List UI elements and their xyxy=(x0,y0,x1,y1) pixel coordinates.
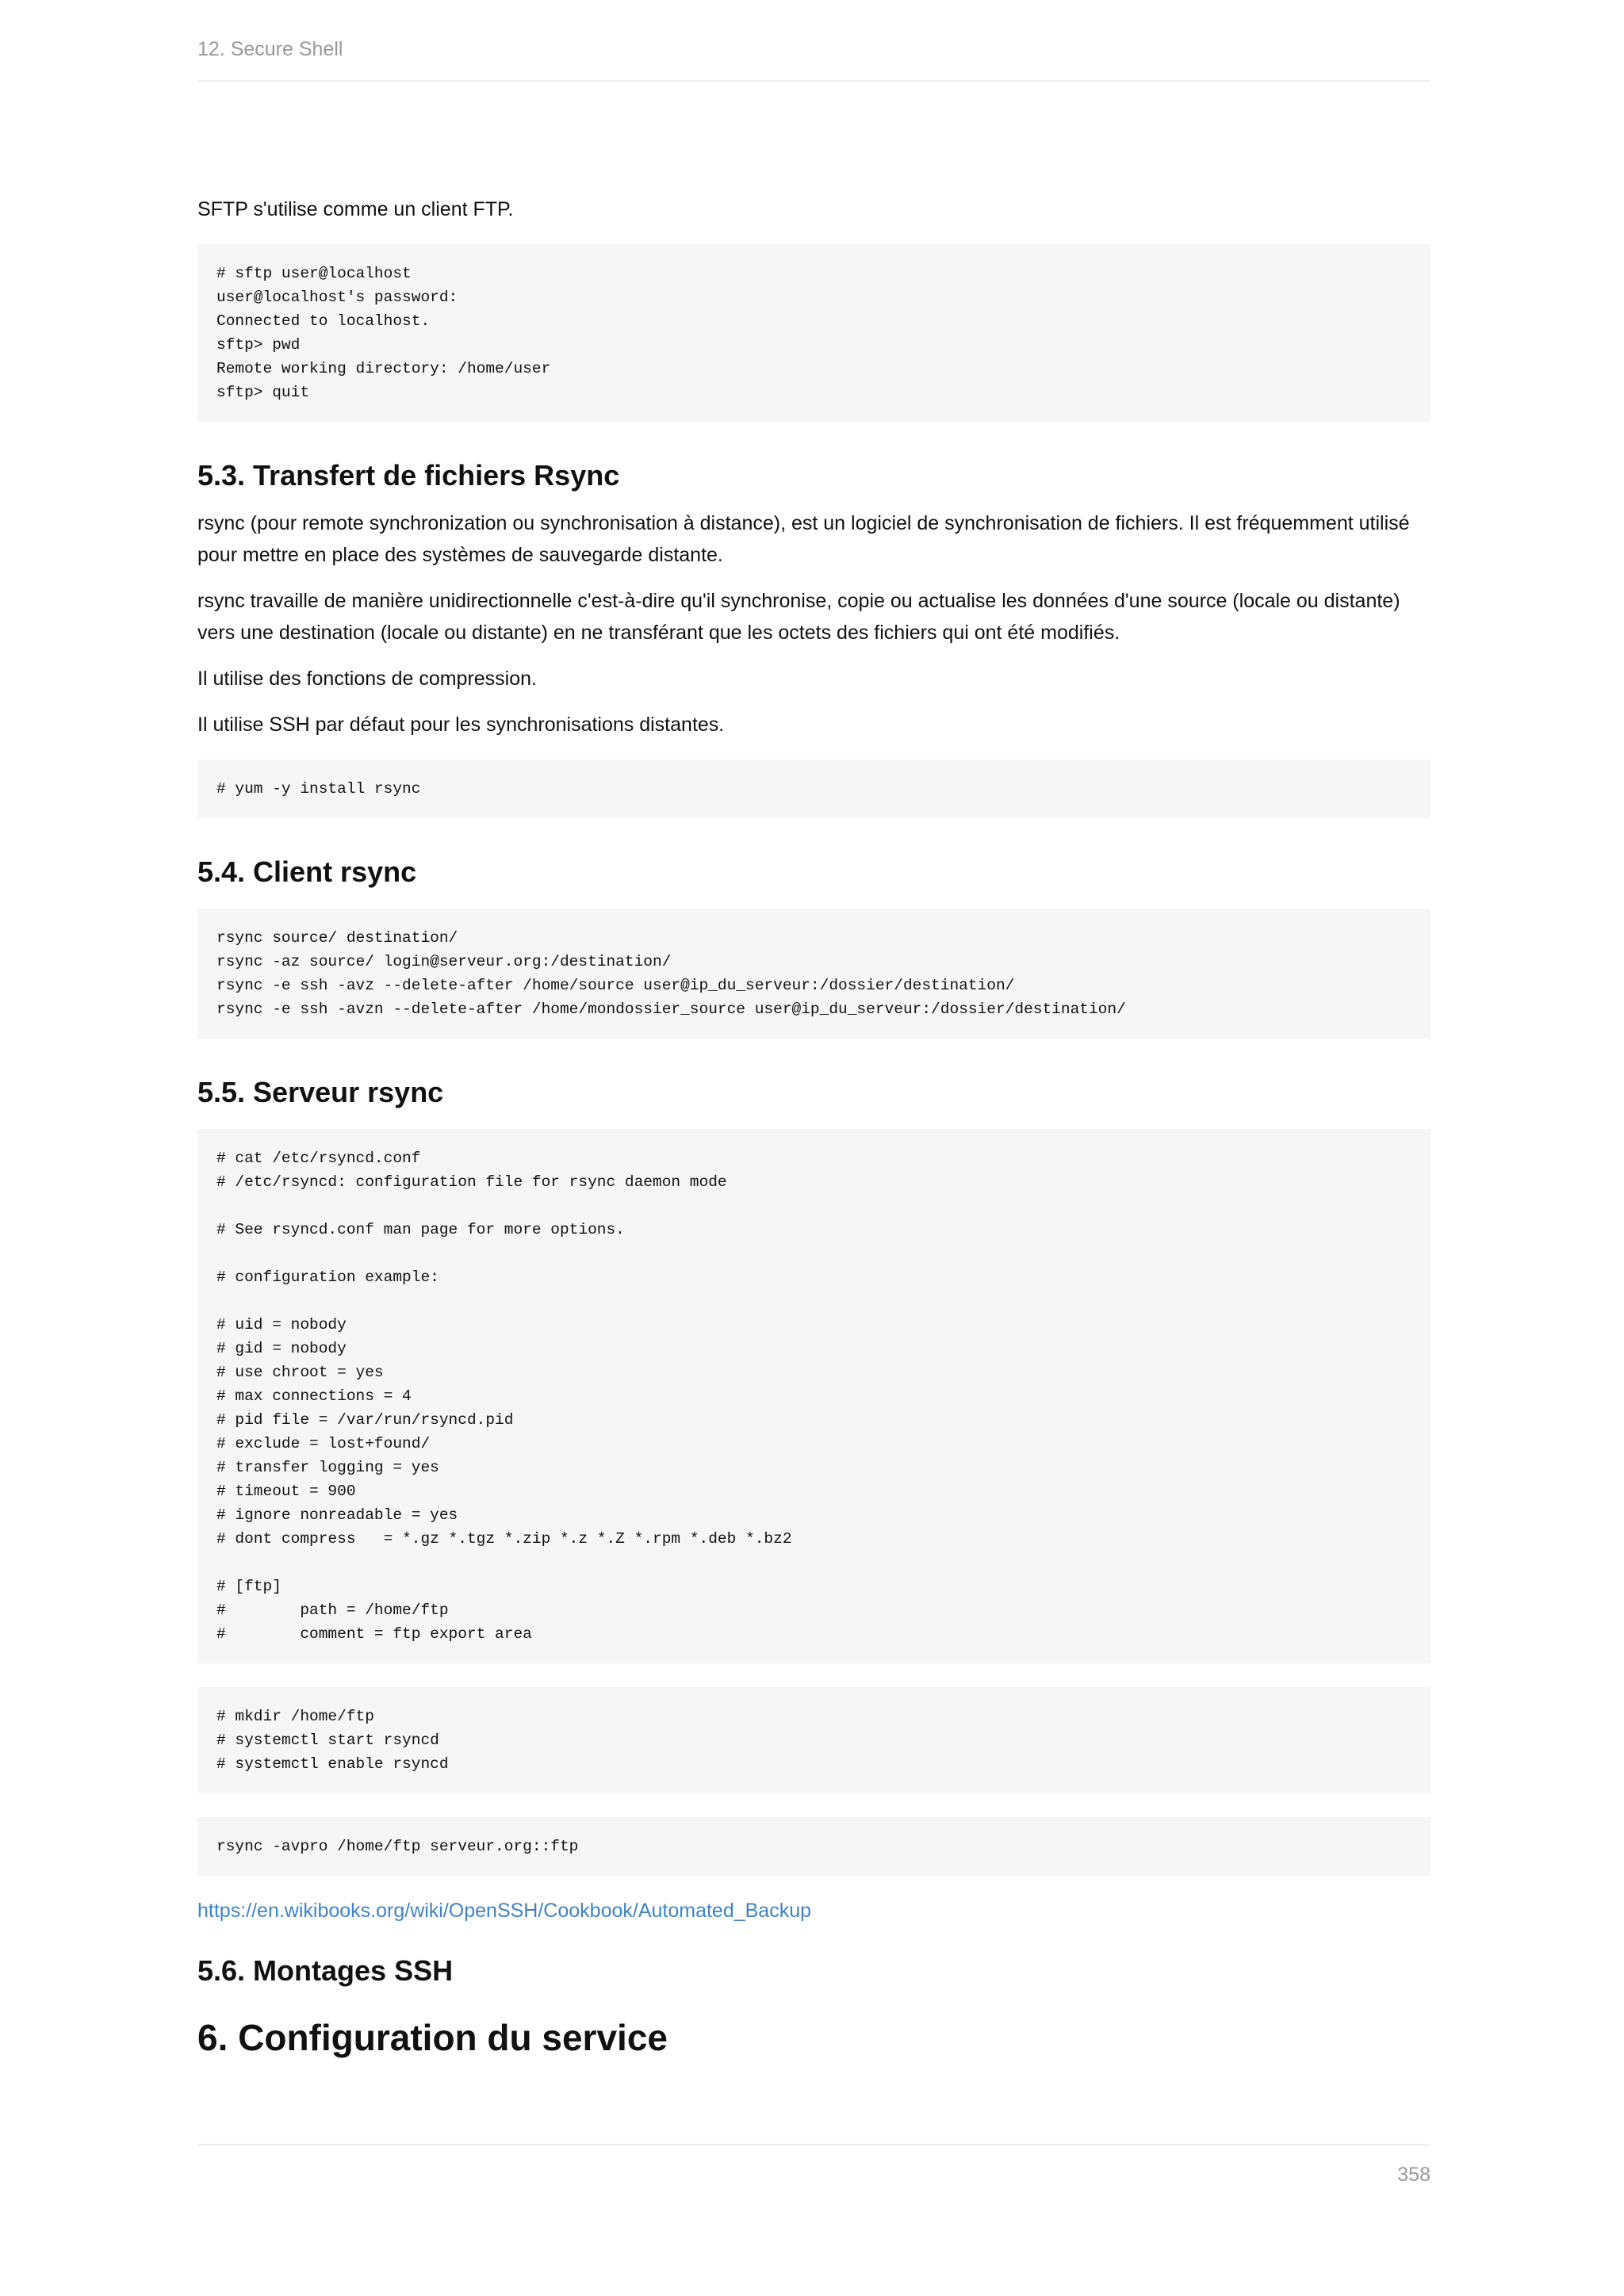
section-5-4-heading: 5.4. Client rsync xyxy=(197,855,417,888)
rsync-unidirectional-paragraph: rsync travaille de manière unidirectionnelle c'est-à-dire qu'il synchronise, copie ou actualise les données d'une source (locale ou distante) vers une destination (locale ou distante) en ne transférant que les octets des fichiers qui ont été modifiés. xyxy=(197,590,1400,644)
rsync-ssh-paragraph: Il utilise SSH par défaut pour les synchronisations distantes. xyxy=(197,714,725,736)
page-number: 358 xyxy=(1397,2164,1431,2186)
section-5-5-heading: 5.5. Serveur rsync xyxy=(197,1076,444,1108)
sftp-code-block: # sftp user@localhost user@localhost's password: Connected to localhost. sftp> pwd Remote working directory: /home/user sftp> quit xyxy=(197,244,1431,422)
header-divider xyxy=(197,80,1431,82)
section-6-heading: 6. Configuration du service xyxy=(197,2017,668,2058)
running-header: 12. Secure Shell xyxy=(197,38,343,60)
footer-divider xyxy=(197,2144,1431,2145)
sftp-intro-paragraph: SFTP s'utilise comme un client FTP. xyxy=(197,198,514,220)
automated-backup-link[interactable]: https://en.wikibooks.org/wiki/OpenSSH/Cookbook/Automated_Backup xyxy=(197,1900,812,1922)
section-5-3-heading: 5.3. Transfert de fichiers Rsync xyxy=(197,459,620,492)
page-content xyxy=(197,193,1431,2060)
rsyncd-conf-code-block: # cat /etc/rsyncd.conf # /etc/rsyncd: configuration file for rsync daemon mode # See rsyncd.conf man page for more options. # configuration example: # uid = nobody # gid = nobody # use chroot = yes # max connections = 4 # pid file = /var/run/rsyncd.pid # exclude = lost+found/ # transfer logging = yes # timeout = 900 # ignore nonreadable = yes # dont compress = *.gz *.tgz *.zip *.z *.Z *.rpm *.deb *.bz2 # [ftp] # path = /home/ftp # comment = ftp export area xyxy=(197,1129,1431,1663)
rsync-daemon-client-code-block: rsync -avpro /home/ftp serveur.org::ftp xyxy=(197,1817,1431,1876)
rsync-client-code-block: rsync source/ destination/ rsync -az source/ login@serveur.org:/destination/ rsync -e ssh -avz --delete-after /home/source user@ip_du_serveur:/dossier/destination/ rsync -e ssh -avzn --delete-after /home/mondossier_source user@ip_du_serveur:/dossier/destination/ xyxy=(197,909,1431,1039)
rsync-compression-paragraph: Il utilise des fonctions de compression. xyxy=(197,668,537,690)
rsyncd-start-code-block: # mkdir /home/ftp # systemctl start rsyncd # systemctl enable rsyncd xyxy=(197,1687,1431,1793)
rsync-description-paragraph: rsync (pour remote synchronization ou synchronisation à distance), est un logiciel de synchronisation de fichiers. Il est fréquemment utilisé pour mettre en place des systèmes de sauvegarde distante. xyxy=(197,512,1410,566)
rsync-install-code-block: # yum -y install rsync xyxy=(197,760,1431,818)
document-page xyxy=(197,0,1431,2296)
section-5-6-heading: 5.6. Montages SSH xyxy=(197,1954,454,1987)
